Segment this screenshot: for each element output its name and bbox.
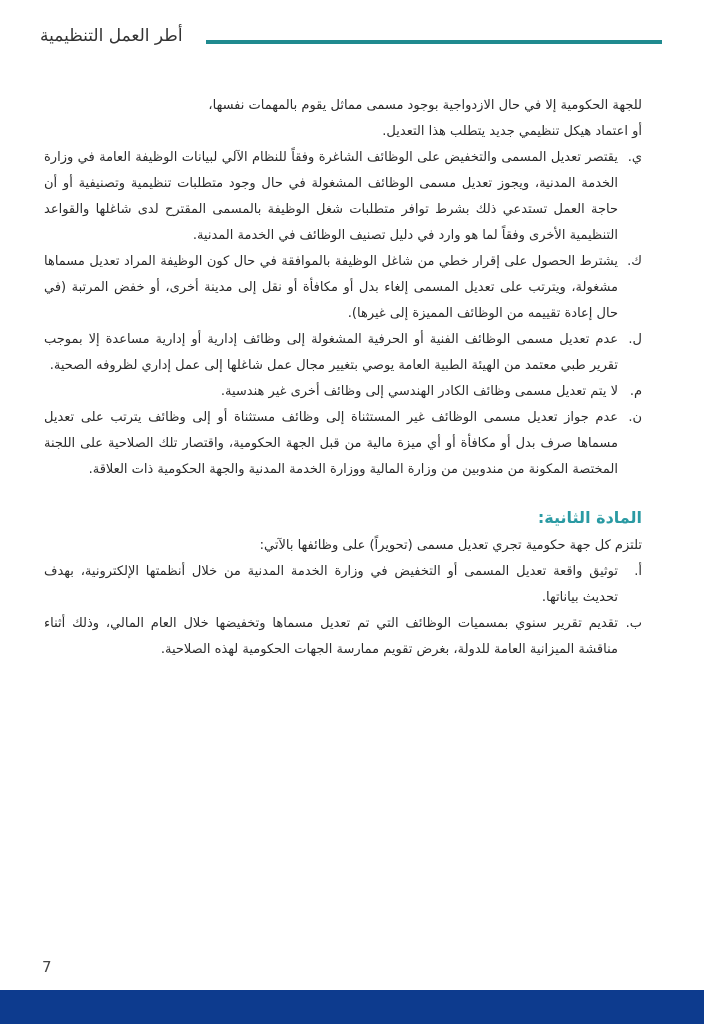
intro-line: أو اعتماد هيكل تنظيمي جديد يتطلب هذا التعديل. <box>382 124 642 139</box>
list-marker: ب. <box>625 616 642 631</box>
list-marker: ل. <box>628 332 642 347</box>
header-title: أطر العمل التنظيمية <box>40 26 183 46</box>
list-item-text: توثيق واقعة تعديل المسمى أو التخفيض في وزارة الخدمة المدنية من خلال أنظمتها الإلكترونية، بهدف تحديث بياناتها. <box>44 564 618 605</box>
intro-line: للجهة الحكومية إلا في حال الازدواجية بوجود مسمى مماثل يقوم بالمهمات نفسها، <box>208 98 642 113</box>
list-marker: ي. <box>627 150 642 165</box>
article-intro: تلتزم كل جهة حكومية تجري تعديل مسمى (تحويراً) على وظائفها بالآتي: <box>259 538 642 553</box>
article-item-alif <box>44 559 642 611</box>
list-marker: أ. <box>634 564 642 579</box>
list-marker: ك. <box>627 254 642 269</box>
list-item-text: يقتصر تعديل المسمى والتخفيض على الوظائف الشاغرة وفقاً للنظام الآلي لبيانات الوظيفة العامة في وزارة الخدمة المدنية، ويجوز تعديل مسمى الوظائف المشغولة في حال وجود متطلبات تنظيمية وتصنيفية أو أن حاجة العمل تستدعي ذلك بشرط توافر متطلبات شغل الوظيفة بالمسمى المقترح لدى شاغلها والقواعد التنظيمية الأخرى وفقاً لما هو وارد في دليل تصنيف الوظائف في الخدمة المدنية. <box>44 150 618 243</box>
list-item-text: يشترط الحصول على إقرار خطي من شاغل الوظيفة بالموافقة في حال كون الوظيفة المراد تعديل مسماها مشغولة، ويترتب على تعديل المسمى إلغاء بدل أو مكافأة أو نقل إلى مدينة أخرى، أو خفض المرتبة (في حال إعادة تقييمه من الوظائف المميزة إلى غيرها). <box>44 254 618 321</box>
page-body <box>44 93 642 663</box>
list-item-text: تقديم تقرير سنوي بمسميات الوظائف التي تم تعديل مسماها وتخفيضها خلال العام المالي، وذلك أثناء مناقشة الميزانية العامة للدولة، بغرض تقويم ممارسة الجهات الحكومية لهذه الصلاحية. <box>44 616 618 657</box>
list-item-kaf <box>44 249 642 327</box>
list-item-ya <box>44 145 642 249</box>
list-item-nun <box>44 405 642 483</box>
footer-bar <box>0 990 704 1024</box>
page-number: 7 <box>42 958 52 976</box>
list-item-text: لا يتم تعديل مسمى وظائف الكادر الهندسي إلى وظائف أخرى غير هندسية. <box>220 384 618 399</box>
article-item-ba <box>44 611 642 663</box>
list-item-text: عدم تعديل مسمى الوظائف الفنية أو الحرفية المشغولة إلى وظائف إدارية أو إدارية مساعدة إلا بموجب تقرير طبي معتمد من الهيئة الطبية العامة يوصي بتغيير مجال عمل شاغلها إلى عمل إداري لظروفه الصحية. <box>44 332 618 373</box>
list-item-lam <box>44 327 642 379</box>
header-rule <box>206 40 662 44</box>
article-heading: المادة الثانية: <box>537 508 642 527</box>
list-marker: م. <box>629 384 642 399</box>
list-marker: ن. <box>628 410 642 425</box>
list-item-text: عدم جواز تعديل مسمى الوظائف غير المستثناة إلى وظائف مستثناة أو إلى وظائف يترتب على تعديل مسماها صرف بدل أو مكافأة أو أي ميزة مالية من قبل الجهة الحكومية، واقتصار تلك الصلاحية على اللجنة المختصة المكونة من مندوبين من وزارة المالية ووزارة الخدمة المدنية والجهة الحكومية ذات العلاقة. <box>44 410 618 477</box>
list-item-mim <box>44 379 642 405</box>
